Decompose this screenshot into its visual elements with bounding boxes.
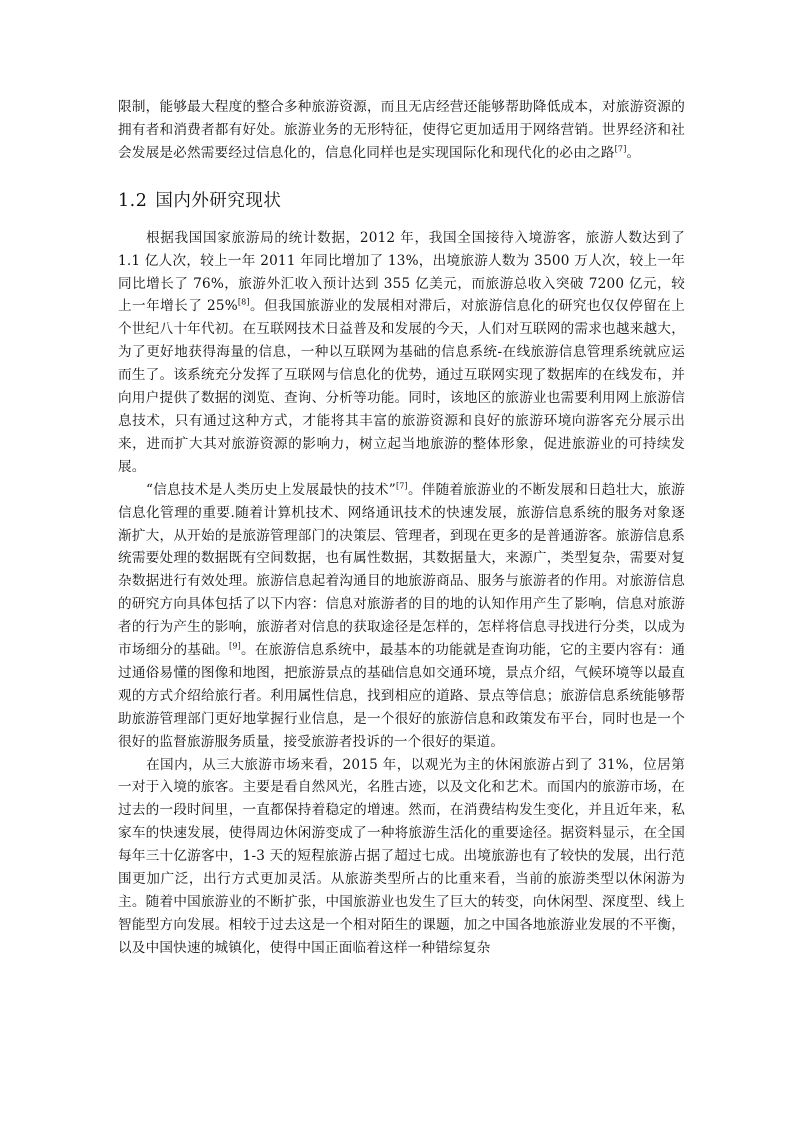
paragraph-information-technology: [118, 479, 685, 754]
paragraph-it-text-a: “信息技术是人类历史上发展最快的技术”: [146, 481, 396, 498]
paragraph-statistics-text-b: 。但我国旅游业的发展相对滞后，对旅游信息化的研究也仅仅停留在上个世纪八十年代初。在互联网技术日益普及和发展的今天，人们对互联网的需求也越来越大，为了更好地获得海量的信息，一种以互联网为基础的信息系统-在线旅游信息管理系统就应运而生了。该系统充分发挥了互联网与信息化的优势，通过互联网实现了数据库的在线发布，并向用户提供了数据的浏览、查询、分析等功能。同时，该地区的旅游业也需要利用网上旅游信息技术，只有通过这种方式，才能将其丰富的旅游资源和良好的旅游环境向游客充分展示出来，进而扩大其对旅游资源的影响力，树立起当地旅游的整体形象，促进旅游业的可持续发展。: [118, 298, 685, 475]
section-number: 1.2: [118, 190, 148, 211]
paragraph-it-text-b: 。伴随着旅游业的不断发展和日趋壮大，旅游信息化管理的重要.随着计算机技术、网络通讯技术的快速发展，旅游信息系统的服务对象逐渐扩大，从开始的是旅游管理部门的决策层、管理者，到现在更多的是普通游客。旅游信息系统需要处理的数据既有空间数据，也有属性数据，其数据量大，来源广，类型复杂，需要对复杂数据进行有效处理。旅游信息起着沟通目的地旅游商品、服务与旅游者的作用。对旅游信息的研究方向具体包括了以下内容：信息对旅游者的目的地的认知作用产生了影响，信息对旅游者的行为产生的影响，旅游者对信息的获取途径是怎样的，怎样将信息寻找进行分类，以成为市场细分的基础。: [118, 481, 686, 659]
paragraph-intro: [118, 96, 685, 165]
paragraph-domestic-market: [118, 754, 685, 960]
citation-7b: [7]: [395, 481, 408, 491]
paragraph-domestic-text: 在国内，从三大旅游市场来看，2015 年，以观光为主的休闲旅游占到了 31%，位居第一对于入境的旅客。主要是看自然风光，名胜古迹，以及文化和艺术。而国内的旅游市场，在过去的一段时间里，一直都保持着稳定的增速。然而，在消费结构发生变化，并且近年来，私家车的快速发展，使得周边休闲游变成了一种将旅游生活化的重要途径。据资料显示，在全国每年三十亿游客中，1-3 天的短程旅游占据了超过七成。出境旅游也有了较快的发展，出行范围更加广泛，出行方式更加灵活。从旅游类型所占的比重来看，当前的旅游类型以休闲游为主。随着中国旅游业的不断扩张，中国旅游业也发生了巨大的转变，向休闲型、深度型、线上智能型方向发展。相较于过去这是一个相对陌生的课题，加之中国各地旅游业发展的不平衡，以及中国快速的城镇化，使得中国正面临着这样一种错综复杂: [118, 756, 685, 956]
paragraph-statistics-text-a: 根据我国国家旅游局的统计数据，2012 年，我国全国接待入境游客，旅游人数达到了 1.1 亿人次，较上一年 2011 年同比增加了 13%，出境旅游人数为 3500 万人次，较上一年同比增长了 76%，旅游外汇收入预计达到 355 亿美元，而旅游总收入突破 7200 亿元，较上一年增长了 25%: [118, 229, 685, 315]
paragraph-intro-end: 。: [626, 144, 641, 161]
paragraph-intro-text: 限制，能够最大程度的整合多种旅游资源，而且无店经营还能够帮助降低成本，对旅游资源的拥有者和消费者都有好处。旅游业务的无形特征，使得它更加适用于网络营销。世界经济和社会发展是必然需要经过信息化的，信息化同样也是实现国际化和现代化的必由之路: [118, 99, 685, 161]
paragraph-statistics: [118, 227, 685, 479]
citation-7: [7]: [614, 144, 627, 154]
citation-9: [9]: [229, 641, 241, 651]
paragraph-it-text-c: 。在旅游信息系统中，最基本的功能就是查询功能，它的主要内容有：通过通俗易懂的图像和地图，把旅游景点的基础信息如交通环境，景点介绍，气候环境等以最直观的方式介绍给旅行者。利用属性信息，找到相应的道路、景点等信息；旅游信息系统能够帮助旅游管理部门更好地掌握行业信息，是一个很好的旅游信息和政策发布平台，同时也是一个很好的监督旅游服务质量，接受旅游者投诉的一个很好的渠道。: [118, 642, 685, 750]
section-title-text: 国内外研究现状: [155, 190, 282, 211]
section-heading: [118, 188, 685, 214]
document-page: [118, 96, 685, 1096]
citation-8: [8]: [237, 297, 250, 307]
